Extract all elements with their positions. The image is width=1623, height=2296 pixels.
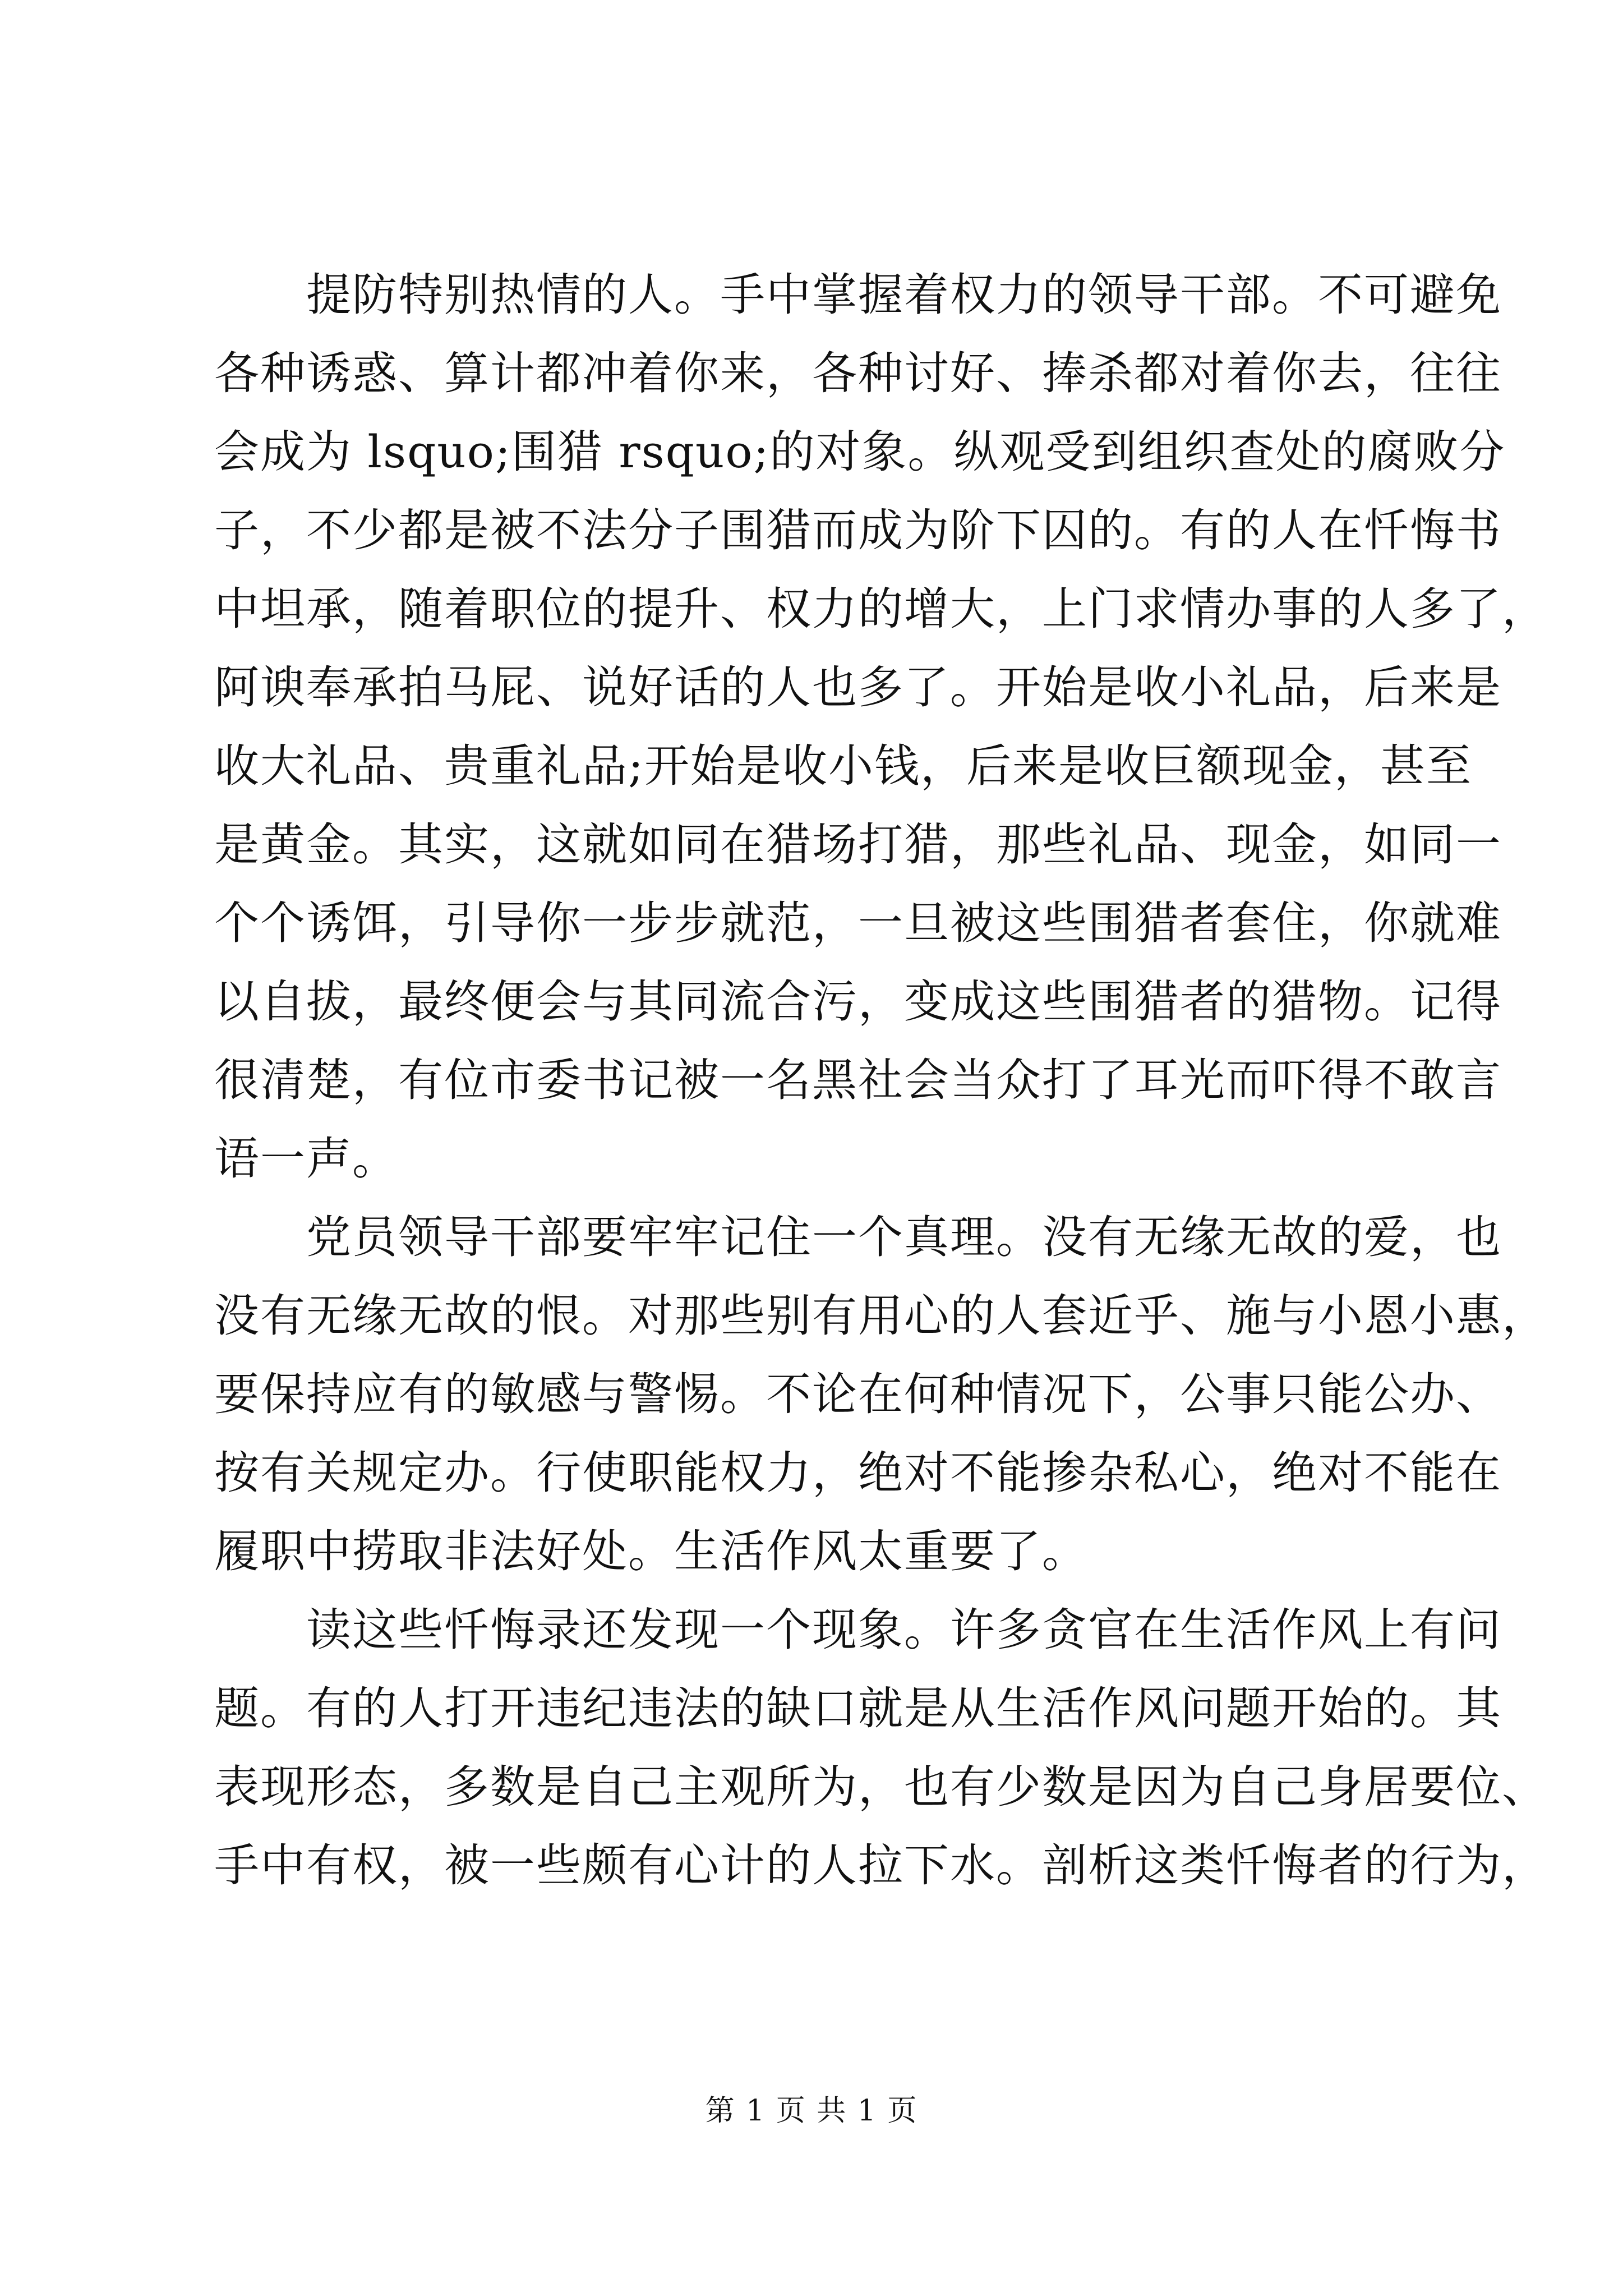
text-line: 没有无缘无故的恨。对那些别有用心的人套近乎、施与小恩小惠， — [214, 1290, 1548, 1342]
text-line: 阿谀奉承拍马屁、说好话的人也多了。开始是收小礼品，后来是 — [214, 661, 1502, 714]
body-text — [214, 256, 1548, 1905]
text-line: 收大礼品、贵重礼品;开始是收小钱，后来是收巨额现金，甚至 — [214, 740, 1472, 792]
text-line: 以自拔，最终便会与其同流合污，变成这些围猎者的猎物。记得 — [214, 976, 1502, 1028]
text-line: 手中有权，被一些颇有心计的人拉下水。剖析这类忏悔者的行为， — [214, 1839, 1548, 1892]
text-line: 各种诱惑、算计都冲着你来，各种讨好、捧杀都对着你去，往往 — [214, 347, 1502, 399]
text-line: 子，不少都是被不法分子围猎而成为阶下囚的。有的人在忏悔书 — [214, 504, 1502, 556]
text-line: 按有关规定办。行使职能权力，绝对不能掺杂私心，绝对不能在 — [214, 1447, 1502, 1499]
text-line: 提防特别热情的人。手中掌握着权力的领导干部。不可避免 — [214, 269, 1502, 321]
page-number-footer: 第 1 页 共 1 页 — [705, 2094, 918, 2128]
text-line: 中坦承，随着职位的提升、权力的增大，上门求情办事的人多了， — [214, 583, 1548, 635]
text-line: 很清楚，有位市委书记被一名黑社会当众打了耳光而吓得不敢言 — [214, 1054, 1502, 1106]
text-line: 党员领导干部要牢牢记住一个真理。没有无缘无故的爱，也 — [214, 1211, 1502, 1263]
text-line: 会成为 lsquo;围猎 rsquo;的对象。纵观受到组织查处的腐败分 — [214, 426, 1506, 478]
text-line-paragraph-end: 语一声。 — [214, 1133, 398, 1185]
text-line: 个个诱饵，引导你一步步就范，一旦被这些围猎者套住，你就难 — [214, 897, 1502, 949]
text-line: 要保持应有的敏感与警惕。不论在何种情况下，公事只能公办、 — [214, 1368, 1502, 1420]
text-line-paragraph-end: 履职中捞取非法好处。生活作风太重要了。 — [214, 1525, 1088, 1577]
text-line: 题。有的人打开违纪违法的缺口就是从生活作风问题开始的。其 — [214, 1682, 1502, 1734]
text-line: 是黄金。其实，这就如同在猎场打猎，那些礼品、现金，如同一 — [214, 818, 1502, 871]
text-line: 读这些忏悔录还发现一个现象。许多贪官在生活作风上有问 — [214, 1604, 1502, 1656]
text-line: 表现形态，多数是自己主观所为，也有少数是因为自己身居要位、 — [214, 1761, 1548, 1813]
